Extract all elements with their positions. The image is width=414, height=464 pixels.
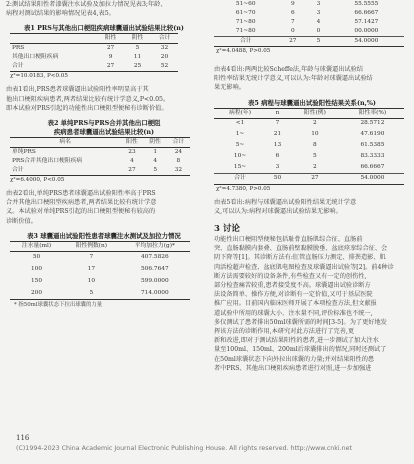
paragraph-line: 诊断价值。 bbox=[6, 217, 37, 225]
table-cell: 5~ bbox=[235, 142, 245, 149]
table-cell: 83.3333 bbox=[360, 153, 385, 160]
table-cell: 合计 bbox=[12, 167, 24, 174]
table-cell: 27 bbox=[106, 45, 115, 52]
paragraph-line: 他出口梗阻疾病患者,两者结果比较有统计学意义,P<0.05。 bbox=[6, 95, 170, 103]
table-row bbox=[214, 18, 404, 27]
table5-stat: χ²=4.7380, P>0.05 bbox=[216, 185, 271, 192]
table2-stat: χ²=6.4000, P<0.05 bbox=[10, 177, 65, 184]
table-row bbox=[214, 27, 404, 37]
table-cell: 合计 bbox=[234, 175, 246, 182]
paragraph-line: 部分检查痛苦较重,患者接受度不高。球囊逼出试验诊断方 bbox=[214, 282, 371, 290]
table5-header-row bbox=[214, 108, 404, 118]
right-column bbox=[214, 0, 410, 373]
paragraph-line: 挥该方法的诊断作用,本研究对此方法进行了完善,更 bbox=[214, 328, 355, 336]
table5-header: n bbox=[275, 109, 280, 116]
table-cell: 5 bbox=[135, 45, 140, 52]
table-row bbox=[10, 166, 190, 176]
table-row bbox=[214, 129, 404, 140]
table-cell: 52 bbox=[160, 63, 169, 70]
table3 bbox=[10, 241, 190, 300]
table-cell: 54.0000 bbox=[360, 175, 385, 182]
intro-line-1: 2:测试结果阳性者漆囊注水试验及加拉力情况见表3;年龄、 bbox=[6, 1, 167, 8]
table2-header: 病名 bbox=[59, 139, 71, 146]
table2-caption-1: 表2 单纯PRS与PRS合并其他出口梗阻 bbox=[47, 119, 161, 128]
table5-caption: 表5 病程与球囊逼出试验阳性结果关系(n,%) bbox=[248, 98, 376, 107]
table-cell: 100 bbox=[30, 265, 43, 272]
paragraph-line: 义。本试验对单纯PRS引起的出口梗阻型便秘有较高的 bbox=[6, 208, 156, 216]
table3-header-row bbox=[10, 241, 190, 251]
table-cell: 8 bbox=[176, 158, 181, 165]
table-cell: 00.0000 bbox=[354, 28, 379, 34]
table-cell: 1 bbox=[153, 149, 158, 156]
paragraph-line: 由表4看出:两两比较Scheffe法,年龄与球囊逼出试验结 bbox=[214, 66, 363, 73]
table-row bbox=[10, 263, 190, 275]
table-cell: 合计 bbox=[12, 63, 24, 70]
table5-header: 阳性率(%) bbox=[358, 109, 387, 116]
table-cell: 单纯PRS bbox=[12, 149, 36, 156]
table-cell: 10 bbox=[87, 277, 96, 284]
table-cell: 27 bbox=[311, 175, 319, 182]
paragraph-line: 量至100ml、150ml、200ml后球囊排出的情况,同时还测试了 bbox=[214, 346, 387, 354]
paragraph-line: 断方法需要较好的设备条件,有些检查又有一定的创伤性, bbox=[214, 272, 367, 280]
table-cell: 6 bbox=[275, 153, 280, 160]
table-row bbox=[10, 287, 190, 299]
table3-caption: 表3 球囊逼出试验阳性患者球囊注水测试及加拉力情况 bbox=[27, 231, 181, 240]
table1-header: 阳性 bbox=[104, 35, 117, 42]
table-cell: 0 bbox=[290, 28, 295, 34]
table-cell: 7 bbox=[275, 120, 280, 127]
table3-header: 阳性例数(n) bbox=[75, 242, 108, 249]
table-row bbox=[10, 275, 190, 287]
paragraph-line: 果无影响。 bbox=[214, 84, 245, 92]
table-cell: 11 bbox=[133, 54, 142, 61]
table-cell: 5 bbox=[89, 289, 94, 296]
table1-caption: 表1 PRS与其他出口梗阻疾病球囊逼出试验结果比较(n) bbox=[24, 24, 184, 33]
page-number: 116 bbox=[16, 434, 30, 442]
table-cell: 8 bbox=[313, 142, 317, 149]
paragraph-line: 由表2看出,单纯PRS患者球囊逼出试验阳性率高于PRS bbox=[6, 190, 156, 198]
table-cell: 32 bbox=[160, 45, 169, 52]
table1 bbox=[10, 33, 178, 72]
paragraph-line: 由表5看出:病程与球囊逼出试验阳性结果无统计学意 bbox=[214, 198, 357, 206]
table-cell: 合计 bbox=[239, 38, 252, 44]
intro-line-2: 病程对测试结果的影响情况见表4,表5。 bbox=[6, 10, 115, 18]
table-cell: 10~ bbox=[233, 153, 247, 160]
table-cell: 71~80 bbox=[235, 19, 256, 25]
table-cell: 24 bbox=[174, 149, 183, 156]
paragraph-line: 阴下降等[1]。其诊断方法有:肛管直肠压力测定、排粪造影、肌 bbox=[214, 254, 386, 262]
paragraph-line: 肉活检超声检查、盆底肌电图检查及球囊逼出试验等[2]。前4种诊 bbox=[214, 263, 394, 271]
table-row bbox=[10, 53, 178, 62]
table2-header: 合计 bbox=[172, 139, 185, 146]
table5-header: 病程(年) bbox=[229, 109, 251, 116]
table-cell: 200 bbox=[30, 289, 43, 296]
table1-header: 阴性 bbox=[131, 35, 144, 42]
table3-note: * 指50ml球囊状态下拉出球囊的力量 bbox=[14, 301, 103, 308]
table-row bbox=[214, 173, 404, 184]
paragraph-line: 新和改进,即对于测试结果阳性的患者,进一步测试了加大注水 bbox=[214, 337, 379, 345]
left-column bbox=[6, 0, 202, 309]
table-cell: PRS合并其他出口梗阻疾病 bbox=[12, 158, 83, 165]
table5-header: 阳性(例) bbox=[303, 109, 326, 116]
table-cell: PRS bbox=[12, 45, 25, 52]
paragraph-line: 多仅测试了患者排出50ml球囊所需的时间[3-5]。为了更好地发 bbox=[214, 318, 387, 326]
table-cell: 17 bbox=[87, 265, 96, 272]
table-row bbox=[10, 44, 178, 54]
table-cell: 9 bbox=[108, 54, 113, 61]
table4-continued bbox=[214, 0, 404, 47]
table-cell: 71~80 bbox=[235, 28, 256, 34]
table2-header: 阳性 bbox=[126, 139, 138, 146]
table5 bbox=[214, 108, 404, 185]
table-cell: 61.5385 bbox=[360, 142, 385, 149]
section-title: 3 讨论 bbox=[214, 224, 240, 235]
table2-header-row bbox=[10, 138, 190, 148]
paragraph-line: 义,可以认为:病程对球囊逼出试验结果无影响。 bbox=[214, 207, 342, 215]
table3-header: 注水量(ml) bbox=[21, 242, 52, 249]
table-cell: 66.6667 bbox=[354, 10, 379, 16]
table2 bbox=[10, 137, 190, 176]
paragraph-line: 即本试验对PRS引起的功能性出口梗阻型便秘有诊断价值。 bbox=[6, 104, 168, 112]
table-cell: 7 bbox=[290, 19, 295, 25]
table-row bbox=[214, 118, 404, 129]
table-cell: 47.6190 bbox=[360, 131, 385, 138]
table-cell: 20 bbox=[160, 54, 169, 61]
table-cell: 3 bbox=[316, 10, 321, 16]
table-cell: 4 bbox=[130, 158, 134, 165]
paragraph-line: 合并其他出口梗阻型疾病患者,两者结果比较有统计学意 bbox=[6, 199, 157, 207]
table3-header: 平均加拉力(g)* bbox=[134, 242, 175, 249]
table-cell: 50 bbox=[273, 175, 282, 182]
table-cell: <1 bbox=[235, 120, 245, 127]
table-cell: 27 bbox=[106, 63, 115, 70]
table-cell: 4 bbox=[316, 19, 321, 25]
table-cell: 27 bbox=[128, 167, 136, 174]
paragraph-line: 功能性出口梗阻型便秘包括耻骨直肠肌综合征、直肠前 bbox=[214, 236, 363, 244]
paragraph-line: 在50ml球囊状态下向外拉出球囊的力量;并对结果阳性的患 bbox=[214, 355, 375, 363]
table-cell: 599.0000 bbox=[140, 277, 169, 284]
table-row bbox=[214, 9, 404, 18]
table-cell: 57.1427 bbox=[354, 19, 379, 25]
table-cell: 21 bbox=[273, 131, 282, 138]
table-cell: 23 bbox=[128, 149, 136, 156]
table-cell: 5 bbox=[313, 153, 317, 160]
table-cell: 1~ bbox=[235, 131, 245, 138]
table-row bbox=[10, 251, 190, 263]
table-cell: 9 bbox=[290, 1, 295, 7]
table1-header bbox=[10, 34, 97, 44]
table-cell: 28.5712 bbox=[360, 120, 385, 127]
table-row bbox=[214, 140, 404, 151]
table2-caption-2: 疾病患者球囊逼出试验结果比较(n) bbox=[53, 128, 155, 137]
table-cell: 714.0000 bbox=[140, 289, 169, 296]
table-cell: 407.5826 bbox=[140, 254, 169, 261]
table-cell: 5 bbox=[316, 38, 321, 44]
table-cell: 13 bbox=[273, 142, 282, 149]
table-cell: 61~70 bbox=[235, 10, 256, 16]
table-cell: 55.5555 bbox=[354, 1, 379, 7]
table-cell: 3 bbox=[275, 163, 280, 170]
paragraph-line: 法设备简单、操作方便,对诊断有一定价值,又可于基层医院 bbox=[214, 291, 373, 299]
paragraph-line: 阳性率结果无统计学意义,可以认为:年龄对球囊逼出试验结 bbox=[214, 75, 373, 83]
table-row bbox=[10, 157, 190, 166]
table-cell: 4 bbox=[153, 158, 158, 165]
copyright-footer: (C)1994-2023 China Academic Journal Electronic Publishing House. All rights reserved. http://www.cnki.net bbox=[16, 445, 353, 452]
table-cell: 7 bbox=[89, 254, 94, 261]
table-cell: 66.6667 bbox=[360, 163, 385, 170]
table-cell: 54.0000 bbox=[354, 38, 379, 44]
table1-header: 合计 bbox=[158, 35, 171, 42]
table-row bbox=[214, 151, 404, 162]
table2-header: 阴性 bbox=[149, 139, 161, 146]
paragraph-line: 推广应用。目前国内临床医师开展了本项检查方法,但文献报 bbox=[214, 300, 377, 308]
paragraph-line: 者中PRS、其他出口梗阻疾病患者进行对照,进一步加强进 bbox=[214, 364, 372, 372]
table-cell: 50 bbox=[32, 254, 41, 261]
table-cell: 15~ bbox=[233, 163, 247, 170]
table-row bbox=[10, 148, 190, 158]
table-row bbox=[214, 0, 404, 9]
table-cell: 2 bbox=[313, 163, 317, 170]
table-cell: 25 bbox=[133, 63, 142, 70]
table1-stat: χ²=10.0183, P<0.05 bbox=[10, 73, 68, 80]
table-cell: 2 bbox=[313, 120, 317, 127]
table-cell: 其他出口梗阻疾病 bbox=[12, 54, 59, 61]
table-cell: 10 bbox=[311, 131, 319, 138]
table4-stat: χ²=4.0488, P>0.05 bbox=[216, 48, 271, 54]
table-cell: 3 bbox=[316, 1, 321, 7]
table-row bbox=[10, 62, 178, 72]
table-cell: 0 bbox=[316, 28, 321, 34]
paragraph-line: 道试验中所用的球囊大小、注水量不同,评价标准也不统一, bbox=[214, 309, 373, 317]
table-cell: 150 bbox=[30, 277, 43, 284]
table-row bbox=[214, 162, 404, 173]
paragraph-line: 突、直肠黏膜内套叠、直肠前壁黏膜脱垂、盆底痉挛综合征、会 bbox=[214, 245, 388, 253]
discussion-body bbox=[214, 235, 410, 373]
table-cell: 506.7647 bbox=[140, 265, 169, 272]
table-row bbox=[214, 37, 404, 47]
table-cell: 32 bbox=[174, 167, 183, 174]
table-cell: 27 bbox=[289, 38, 297, 44]
table1-header-row bbox=[10, 34, 178, 44]
paragraph-line: 由表1看出,PRS患者球囊逼出试验阳性率明显高于其 bbox=[6, 86, 149, 94]
table-cell: 51~60 bbox=[235, 1, 256, 7]
table-cell: 5 bbox=[153, 167, 158, 174]
table-cell: 6 bbox=[290, 10, 295, 16]
